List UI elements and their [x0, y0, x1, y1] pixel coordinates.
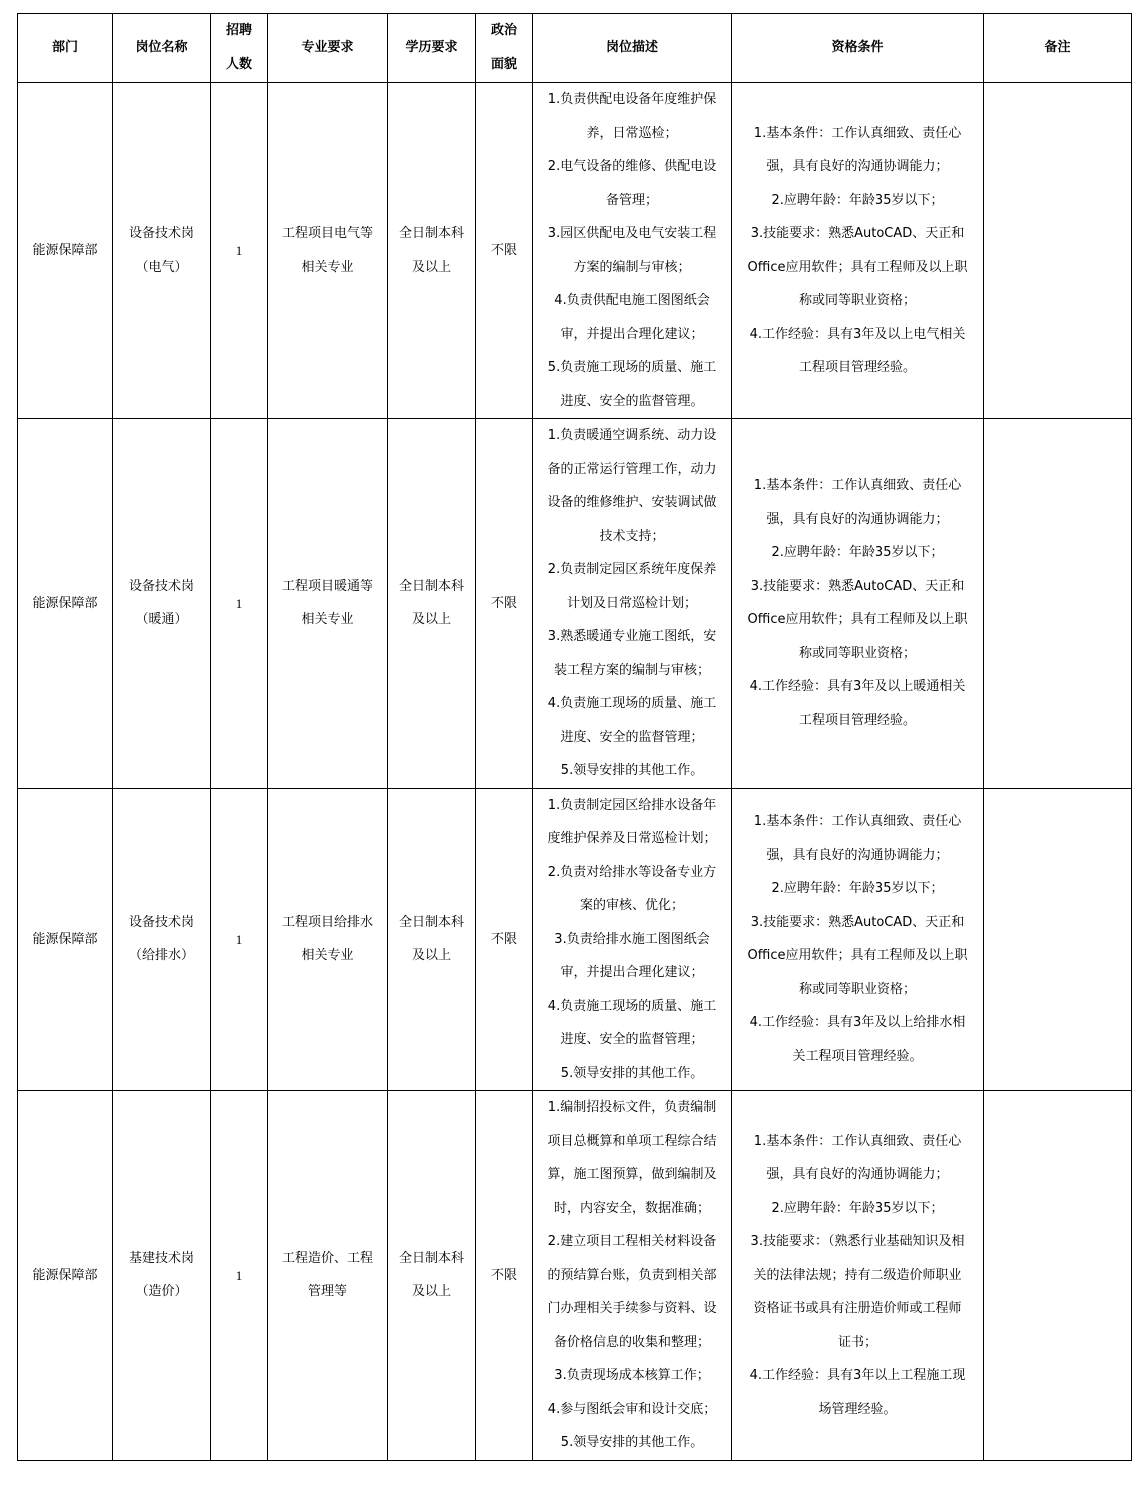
header-qualifications: 资格条件: [732, 14, 984, 83]
text-line: 工程项目管理经验。: [798, 712, 916, 728]
cell-description: [533, 1091, 732, 1461]
cell-education: [388, 83, 476, 419]
cell-remarks: [984, 419, 1132, 789]
text-line: 备的正常运行管理工作，动力: [547, 461, 717, 477]
major-line1: 工程项目给排水: [281, 914, 373, 930]
major-line2: 相关专业: [301, 612, 354, 628]
text-line: 2.电气设备的维修、供配电设: [547, 159, 717, 174]
text-line: 1.基本条件：工作认真细致、责任心: [753, 1133, 962, 1149]
header-political-line1: 政治: [490, 23, 517, 38]
cell-headcount: 1: [211, 1091, 268, 1461]
text-line: 3.熟悉暖通专业施工图纸，安: [547, 629, 717, 644]
cell-qualifications: [732, 788, 984, 1091]
cell-political: 不限: [476, 419, 533, 789]
header-dept: 部门: [18, 14, 113, 83]
cell-qualifications: [732, 1091, 984, 1461]
text-line: 4.工作经验：具有3年及以上暖通相关: [749, 679, 966, 695]
text-line: 备价格信息的收集和整理；: [553, 1334, 710, 1350]
text-line: Office应用软件；具有工程师及以上职: [747, 612, 968, 628]
text-line: 2.应聘年龄：年龄35岁以下；: [771, 1200, 944, 1216]
text-line: 称或同等职业资格；: [798, 981, 916, 997]
text-line: 审，并提出合理化建议；: [560, 326, 704, 342]
cell-dept: 能源保障部: [18, 788, 113, 1091]
text-line: 3.技能要求：（熟悉行业基础知识及相: [750, 1234, 965, 1249]
position-line1: 设备技术岗: [128, 914, 194, 930]
text-line: 门办理相关手续参与资料、设: [547, 1301, 717, 1316]
major-line2: 管理等: [307, 1284, 347, 1300]
education-line1: 全日制本科: [398, 914, 464, 930]
cell-position: [113, 419, 211, 789]
header-education: 学历要求: [388, 14, 476, 83]
text-line: 5.领导安排的其他工作。: [560, 1435, 704, 1450]
cell-position: [113, 83, 211, 419]
cell-major: [268, 1091, 388, 1461]
text-line: 设备的维修维护、安装调试做: [547, 495, 717, 510]
cell-political: 不限: [476, 83, 533, 419]
text-line: 1.基本条件：工作认真细致、责任心: [753, 478, 962, 494]
position-line2: （电气）: [135, 259, 188, 275]
cell-dept: 能源保障部: [18, 1091, 113, 1461]
position-line1: 基建技术岗: [128, 1250, 194, 1266]
cell-education: [388, 788, 476, 1091]
text-line: 度维护保养及日常巡检计划；: [547, 831, 717, 846]
text-line: 1.负责制定园区给排水设备年: [547, 797, 717, 813]
position-line1: 设备技术岗: [128, 226, 194, 241]
cell-dept: 能源保障部: [18, 419, 113, 789]
text-line: 2.建立项目工程相关材料设备: [547, 1234, 717, 1249]
header-description: 岗位描述: [533, 14, 732, 83]
text-line: 算，施工图预算，做到编制及: [547, 1167, 717, 1182]
recruitment-table: [17, 13, 1132, 1461]
text-line: 称或同等职业资格；: [798, 293, 916, 308]
header-row: [18, 14, 1132, 83]
text-line: 2.应聘年龄：年龄35岁以下；: [771, 192, 944, 208]
text-line: Office应用软件；具有工程师及以上职: [747, 259, 968, 275]
cell-description: [533, 788, 732, 1091]
text-line: 审，并提出合理化建议；: [560, 965, 704, 980]
position-line2: （造价）: [135, 1284, 188, 1300]
text-line: 备管理；: [605, 192, 658, 208]
text-line: 1.编制招投标文件，负责编制: [547, 1100, 717, 1115]
text-line: 3.技能要求：熟悉AutoCAD、天正和: [750, 914, 965, 930]
text-line: 强，具有良好的沟通协调能力；: [766, 511, 949, 527]
text-line: 计划及日常巡检计划；: [566, 595, 697, 611]
text-line: 方案的编制与审核；: [573, 259, 691, 275]
cell-education: [388, 1091, 476, 1461]
header-headcount-line1: 招聘: [225, 23, 252, 38]
text-line: 5.负责施工现场的质量、施工: [547, 360, 717, 375]
text-line: 1.负责供配电设备年度维护保: [547, 92, 717, 107]
cell-major: [268, 788, 388, 1091]
text-line: 装工程方案的编制与审核；: [553, 662, 710, 678]
cell-remarks: [984, 1091, 1132, 1461]
text-line: 场管理经验。: [818, 1401, 897, 1417]
cell-remarks: [984, 83, 1132, 419]
text-line: 4.负责施工现场的质量、施工: [547, 696, 717, 711]
text-line: 4.工作经验：具有3年以上工程施工现: [749, 1368, 966, 1383]
education-line1: 全日制本科: [398, 578, 464, 594]
text-line: 2.负责对给排水等设备专业方: [547, 864, 717, 880]
text-line: 资格证书或具有注册造价师或工程师: [753, 1301, 962, 1316]
header-political: [476, 14, 533, 83]
table-row: [18, 1091, 1132, 1461]
education-line2: 及以上: [411, 259, 451, 275]
text-line: 称或同等职业资格；: [798, 645, 916, 661]
cell-remarks: [984, 788, 1132, 1091]
text-line: 的预结算台账，负责到相关部: [547, 1267, 717, 1283]
cell-education: [388, 419, 476, 789]
text-line: 3.技能要求：熟悉AutoCAD、天正和: [750, 578, 965, 594]
text-line: 进度、安全的监督管理；: [560, 729, 704, 745]
text-line: 1.基本条件：工作认真细致、责任心: [753, 125, 962, 141]
text-line: 技术支持；: [599, 528, 665, 544]
cell-major: [268, 83, 388, 419]
text-line: 1.负责暖通空调系统、动力设: [547, 428, 717, 443]
major-line2: 相关专业: [301, 948, 354, 964]
position-line2: （暖通）: [135, 612, 188, 628]
text-line: 2.负责制定园区系统年度保养: [547, 562, 717, 577]
table-row: [18, 788, 1132, 1091]
text-line: 1.基本条件：工作认真细致、责任心: [753, 814, 962, 830]
education-line2: 及以上: [411, 1284, 451, 1300]
text-line: Office应用软件；具有工程师及以上职: [747, 948, 968, 964]
cell-position: [113, 1091, 211, 1461]
header-political-line2: 面貌: [490, 57, 517, 72]
text-line: 关的法律法规；持有二级造价师职业: [753, 1267, 962, 1283]
text-line: 5.领导安排的其他工作。: [560, 1065, 704, 1081]
text-line: 4.工作经验：具有3年及以上给排水相: [749, 1015, 966, 1031]
cell-headcount: 1: [211, 83, 268, 419]
text-line: 强，具有良好的沟通协调能力；: [766, 1167, 949, 1182]
text-line: 项目总概算和单项工程综合结: [547, 1133, 717, 1149]
text-line: 进度、安全的监督管理。: [560, 393, 704, 409]
education-line1: 全日制本科: [398, 1250, 464, 1266]
text-line: 养，日常巡检；: [586, 125, 678, 141]
header-headcount: [211, 14, 268, 83]
text-line: 进度、安全的监督管理；: [560, 1032, 704, 1047]
education-line2: 及以上: [411, 948, 451, 964]
text-line: 3.负责现场成本核算工作；: [554, 1368, 710, 1383]
cell-political: 不限: [476, 1091, 533, 1461]
cell-major: [268, 419, 388, 789]
header-major: 专业要求: [268, 14, 388, 83]
text-line: 证书；: [837, 1334, 877, 1350]
text-line: 2.应聘年龄：年龄35岁以下；: [771, 545, 944, 561]
cell-political: 不限: [476, 788, 533, 1091]
position-line1: 设备技术岗: [128, 578, 194, 594]
text-line: 5.领导安排的其他工作。: [560, 763, 704, 778]
header-headcount-line2: 人数: [225, 57, 252, 72]
cell-dept: 能源保障部: [18, 83, 113, 419]
text-line: 2.应聘年龄：年龄35岁以下；: [771, 881, 944, 897]
education-line2: 及以上: [411, 612, 451, 628]
text-line: 3.园区供配电及电气安装工程: [547, 226, 717, 241]
text-line: 4.负责供配电施工图图纸会: [554, 293, 710, 308]
text-line: 4.参与图纸会审和设计交底；: [547, 1401, 717, 1417]
text-line: 3.技能要求：熟悉AutoCAD、天正和: [750, 226, 965, 241]
text-line: 案的审核、优化；: [579, 898, 684, 913]
position-line2: （给排水）: [128, 948, 194, 964]
text-line: 时，内容安全，数据准确；: [553, 1200, 710, 1216]
cell-qualifications: [732, 83, 984, 419]
text-line: 强，具有良好的沟通协调能力；: [766, 847, 949, 863]
cell-qualifications: [732, 419, 984, 789]
text-line: 强，具有良好的沟通协调能力；: [766, 159, 949, 174]
text-line: 4.负责施工现场的质量、施工: [547, 998, 717, 1014]
major-line1: 工程造价、工程: [281, 1250, 373, 1266]
cell-position: [113, 788, 211, 1091]
table-row: [18, 419, 1132, 789]
cell-description: [533, 83, 732, 419]
header-remarks: 备注: [984, 14, 1132, 83]
header-position: 岗位名称: [113, 14, 211, 83]
major-line1: 工程项目电气等: [281, 226, 373, 241]
text-line: 4.工作经验：具有3年及以上电气相关: [749, 326, 966, 342]
education-line1: 全日制本科: [398, 226, 464, 241]
cell-headcount: 1: [211, 788, 268, 1091]
major-line2: 相关专业: [301, 259, 354, 275]
text-line: 工程项目管理经验。: [798, 360, 916, 375]
text-line: 关工程项目管理经验。: [792, 1048, 923, 1064]
table-row: [18, 83, 1132, 419]
text-line: 3.负责给排水施工图图纸会: [554, 931, 710, 947]
major-line1: 工程项目暖通等: [281, 578, 373, 594]
cell-headcount: 1: [211, 419, 268, 789]
cell-description: [533, 419, 732, 789]
